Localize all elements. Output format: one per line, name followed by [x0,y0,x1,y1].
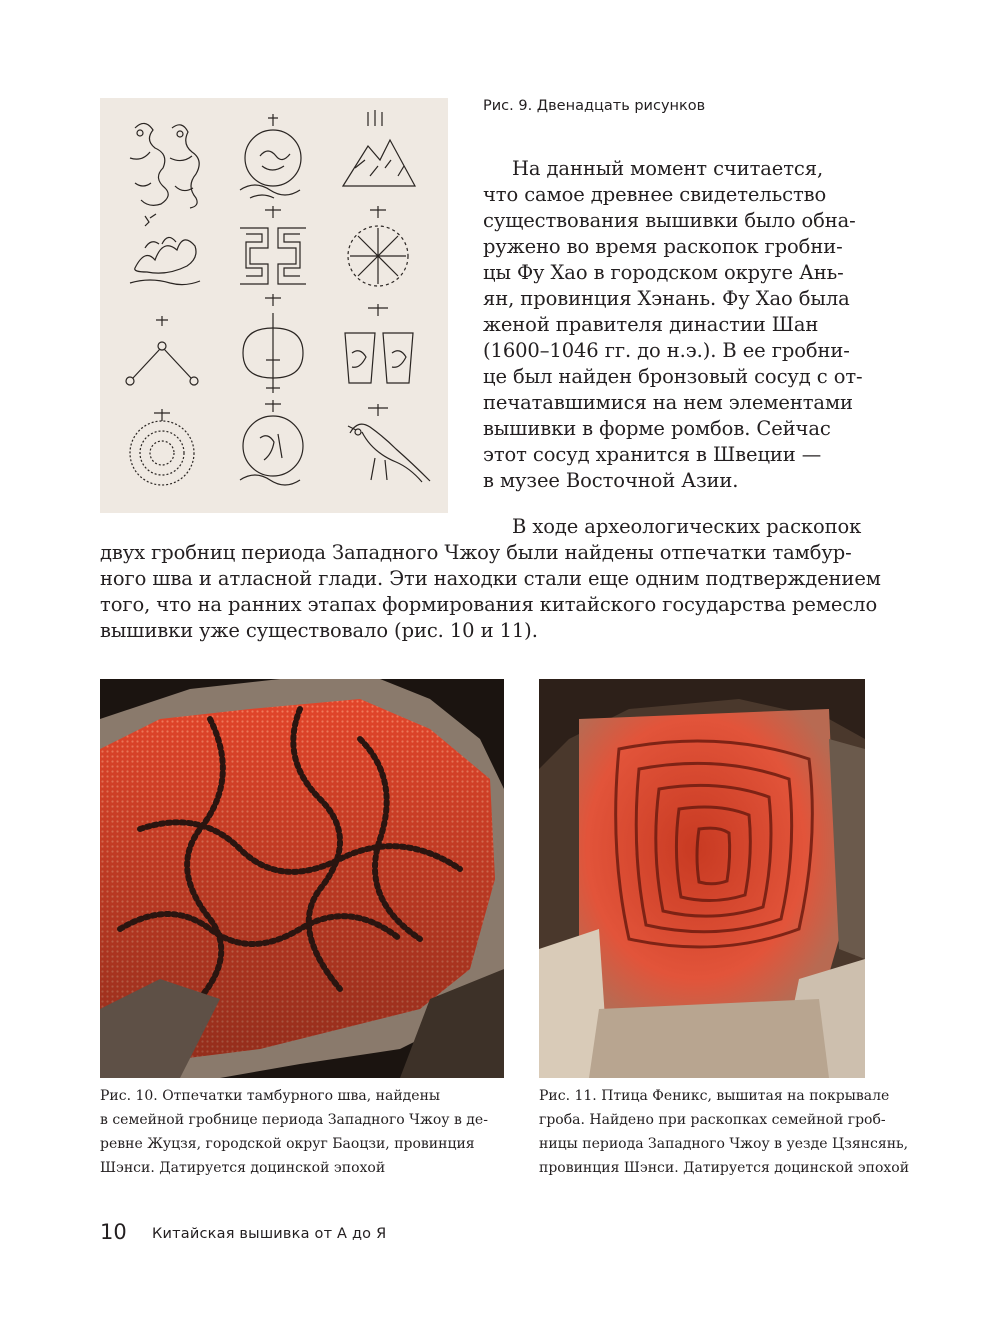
figure-10-caption-line: Шэнси. Датируется доцинской эпохой [100,1160,386,1176]
figure-10-photo [100,679,504,1078]
figure-9-twelve-symbols [100,98,448,513]
fire-symbol [130,214,200,285]
body-line: цы Фу Хао в городском округе Ань- [483,261,844,284]
body-line: в музее Восточной Азии. [483,469,739,492]
body-line: це был найден бронзовый сосуд с от- [483,365,863,388]
body-line: женой правителя династии Шан [483,313,819,336]
figure-10-caption-line: в семейной гробнице периода Западного Чжоу в де- [100,1112,488,1128]
body-line: ного шва и атласной глади. Эти находки стали еще одним подтверждением [100,567,881,590]
body-line: печатавшимися на нем элементами [483,391,853,414]
dragon-symbol [130,123,199,208]
axe-symbol [243,294,303,393]
figure-11-caption-line: ницы периода Западного Чжоу в уезде Цзянсянь, [539,1136,909,1152]
body-line: вышивки в форме ромбов. Сейчас [483,417,831,440]
body-line: (1600–1046 гг. до н.э.). В ее гробни- [483,339,850,362]
body-line: ян, провинция Хэнань. Фу Хао была [483,287,850,310]
body-line: двух гробниц периода Западного Чжоу были найдены отпечатки тамбур- [100,541,852,564]
body-line: ружено во время раскопок гробни- [483,235,843,258]
sacrificial-cups-symbol [345,304,413,383]
figure-10-caption-line: ревне Жуцзя, городской округ Баоцзи, провинция [100,1136,475,1152]
body-line: этот сосуд хранится в Швеции — [483,443,822,466]
figure-11-caption-line: Рис. 11. Птица Феникс, вышитая на покрывале [539,1088,890,1104]
rice-grain-symbol [130,409,194,485]
body-line: В ходе археологических раскопок [512,515,862,538]
figure-9-caption: Рис. 9. Двенадцать рисунков [483,98,706,114]
fu-pattern-symbol [240,206,306,284]
running-footer-title: Китайская вышивка от А до Я [152,1226,387,1242]
figure-11-photo [539,679,865,1078]
pheasant-symbol [348,404,430,482]
body-line: существования вышивки было обна- [483,209,856,232]
body-line: того, что на ранних этапах формирования китайского государства ремесло [100,593,878,616]
stars-symbol [126,316,198,385]
body-line: что самое древнее свидетельство [483,183,827,206]
moon-symbol [240,400,303,485]
figure-10-caption-line: Рис. 10. Отпечатки тамбурного шва, найдены [100,1088,441,1104]
body-line: На данный момент считается, [512,157,824,180]
mountain-symbol [343,110,415,186]
figure-11-caption-line: гроба. Найдено при раскопках семейной гроб- [539,1112,886,1128]
page-number: 10 [100,1220,127,1244]
phoenix-embroidery-image [539,679,865,1078]
chain-stitch-imprint-image [100,679,504,1078]
figure-11-caption-line: провинция Шэнси. Датируется доцинской эпохой [539,1160,910,1176]
waterweed-symbol [348,206,408,286]
twelve-symbols-drawing [100,98,448,513]
body-line: вышивки уже существовало (рис. 10 и 11). [100,619,538,642]
sun-symbol [240,114,301,198]
